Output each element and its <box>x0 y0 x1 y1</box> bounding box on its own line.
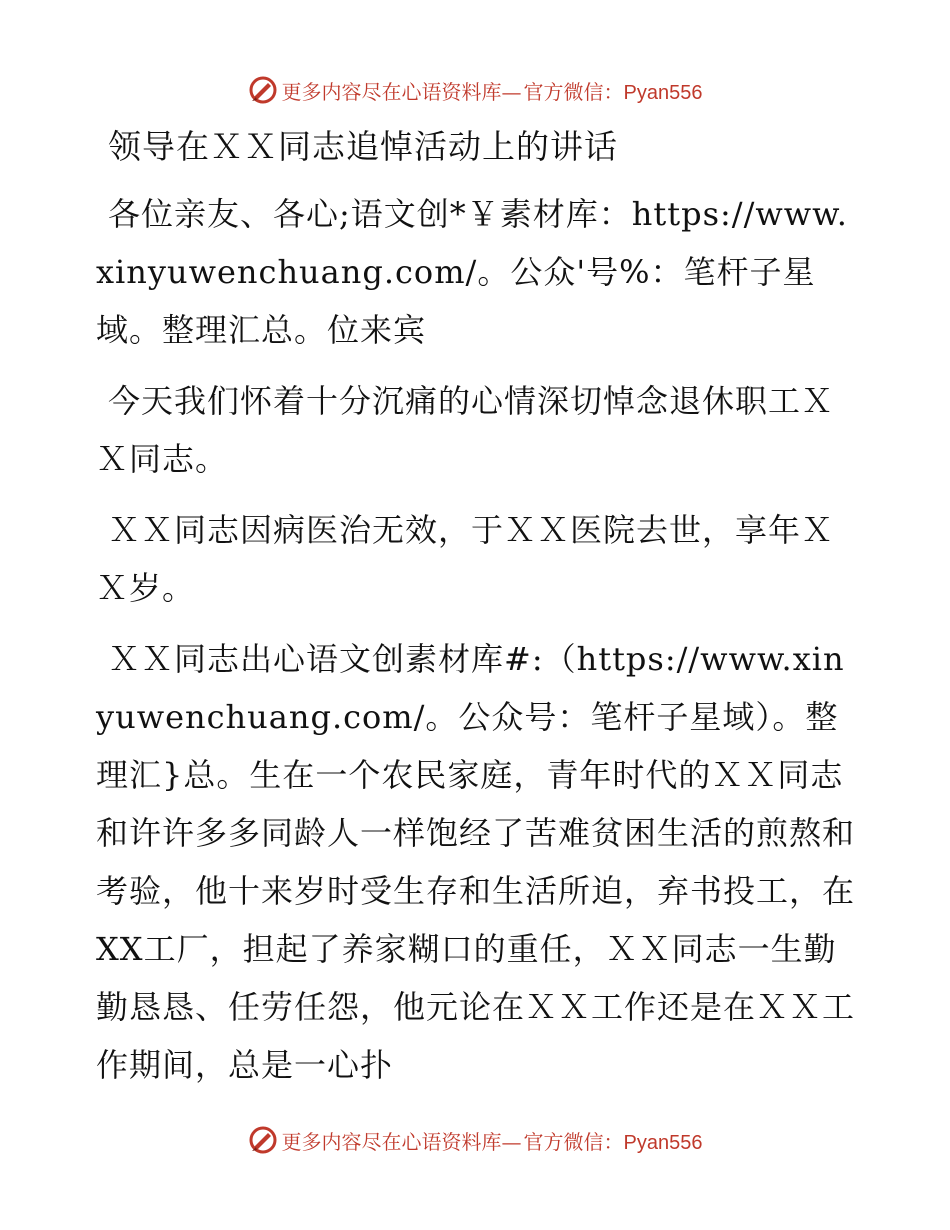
banner-text: 更多内容尽在心语资料库— <box>281 1129 522 1154</box>
document-title: 领导在ＸＸ同志追悼活动上的讲话 <box>108 127 618 166</box>
ribbon-pen-logo-icon <box>248 75 278 105</box>
banner-contact: 官方微信：Pyan556 <box>523 81 703 104</box>
document-body <box>96 122 856 1094</box>
banner-text: 更多内容尽在心语资料库— <box>281 79 522 104</box>
ribbon-pen-logo-icon <box>248 1125 278 1155</box>
paragraph: 今天我们怀着十分沉痛的心情深切悼念退休职工ＸＸ同志。 <box>96 382 835 478</box>
paragraph: ＸＸ同志因病医治无效，于ＸＸ医院去世，享年ＸＸ岁。 <box>96 511 835 607</box>
banner-contact: 官方微信：Pyan556 <box>523 1131 703 1154</box>
header-watermark-banner <box>0 70 950 110</box>
paragraph: ＸＸ同志出心语文创素材库#:（https://www.xinyuwenchuang.com/。公众号：笔杆子星域）。整理汇}总。生在一个农民家庭，青年时代的ＸＸ同志和许许多多同龄人一样饱经了苦难贫困生活的煎熬和考验，他十来岁时受生存和生活所迫，弃书投工，在XX工厂，担起了养家糊口的重任，ＸＸ同志一生勤勤恳恳、任劳任怨，他元论在ＸＸ工作还是在ＸＸ工作期间，总是一心扑 <box>96 640 856 1084</box>
footer-watermark-banner <box>0 1120 950 1160</box>
paragraph: 各位亲友、各心;语文创*￥素材库：https://www.xinyuwenchuang.com/。公众'号%：笔杆子星域。整理汇总。位来宾 <box>96 195 848 349</box>
